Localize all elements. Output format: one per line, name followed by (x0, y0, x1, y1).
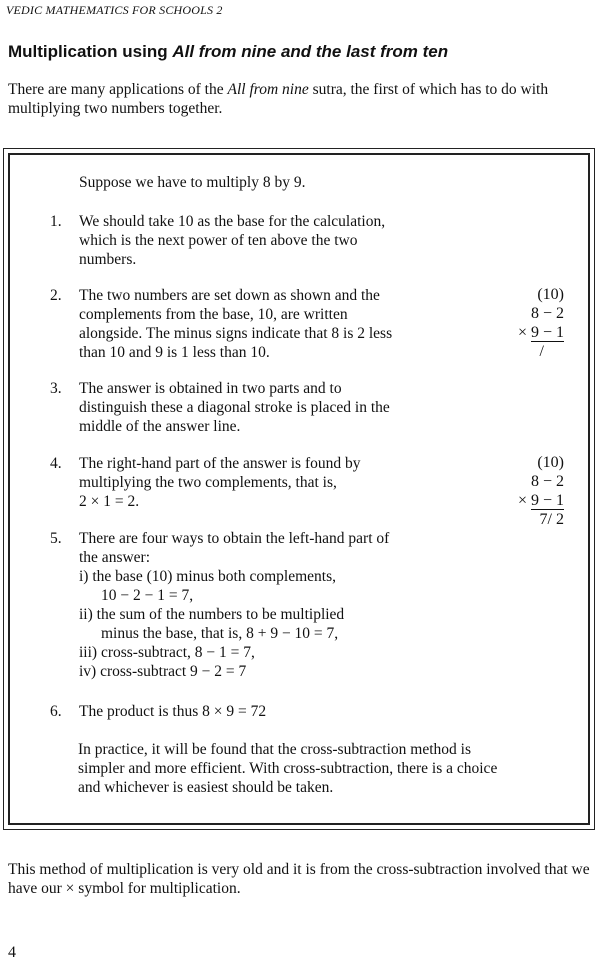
intro-text-end: sutra, the first of which has to do with multiplying two numbers together. (8, 81, 549, 117)
example-lead: Suppose we have to multiply 8 by 9. (79, 174, 306, 191)
step-line: The two numbers are set down as shown and the (79, 287, 380, 304)
step-6 (50, 702, 480, 721)
section-title (8, 42, 448, 62)
step-line: ii) the sum of the numbers to be multiplied (79, 606, 345, 623)
sum-answer: 7/ 2 (539, 511, 564, 528)
closing-paragraph: This method of multiplication is very old and it is from the cross-subtraction involved that we have our × symbol for multiplication. (8, 861, 590, 897)
section-title-prefix: Multiplication using (8, 42, 173, 61)
step-text (79, 379, 480, 436)
step-1 (50, 212, 480, 269)
example-box-inner-border (8, 153, 590, 825)
sum-worked (494, 453, 564, 529)
section-title-sutra: All from nine and the last from ten (172, 42, 449, 61)
step-line: complements from the base, 10, are written (79, 306, 348, 323)
sum-second-operand: 9 − 1 (530, 492, 564, 509)
step-line: There are four ways to obtain the left-hand part of (79, 530, 390, 547)
sum-first-row: 8 − 2 (530, 473, 564, 490)
step-4 (50, 454, 480, 511)
step-number: 1. (50, 213, 62, 230)
practice-note: In practice, it will be found that the cross-subtraction method is simpler and more efficient. With cross-subtraction, there is a choice and whichever is easiest should be taken. (78, 741, 498, 796)
step-line: The right-hand part of the answer is found by (79, 455, 361, 472)
intro-paragraph (8, 80, 596, 118)
step-text (79, 454, 480, 511)
times-sign: × (517, 492, 527, 509)
sum-second-row (494, 491, 564, 510)
step-number: 4. (50, 455, 62, 472)
step-line: The answer is obtained in two parts and to (79, 380, 342, 397)
step-line: i) the base (10) minus both complements, (79, 568, 336, 585)
step-line: The product is thus 8 × 9 = 72 (79, 703, 267, 720)
step-text (79, 529, 480, 681)
step-5 (50, 529, 480, 681)
sum-first-row: 8 − 2 (530, 305, 564, 322)
step-2 (50, 286, 480, 362)
running-head: VEDIC MATHEMATICS FOR SCHOOLS 2 (6, 3, 223, 17)
step-line: 2 × 1 = 2. (79, 493, 140, 510)
example-box (3, 148, 595, 830)
sum-answer-line: / (539, 343, 544, 360)
step-line: middle of the answer line. (79, 418, 241, 435)
step-text (79, 212, 480, 269)
step-line: which is the next power of ten above the two (79, 232, 358, 249)
step-number: 2. (50, 287, 62, 304)
sum-base: (10) (537, 286, 564, 303)
step-line: multiplying the two complements, that is, (79, 474, 337, 491)
step-text (79, 702, 480, 721)
step-3 (50, 379, 480, 436)
step-line: distinguish these a diagonal stroke is placed in the (79, 399, 390, 416)
step-line: iii) cross-subtract, 8 − 1 = 7, (79, 644, 255, 661)
times-sign: × (517, 324, 527, 341)
sum-base: (10) (537, 454, 564, 471)
step-number: 6. (50, 703, 62, 720)
step-line: iv) cross-subtract 9 − 2 = 7 (79, 663, 247, 680)
step-line: than 10 and 9 is 1 less than 10. (79, 344, 270, 361)
step-line: 10 − 2 − 1 = 7, (101, 587, 194, 604)
step-line: the answer: (79, 549, 151, 566)
step-number: 3. (50, 380, 62, 397)
intro-sutra-name: All from nine (227, 81, 309, 98)
sum-second-row (494, 323, 564, 342)
step-number: 5. (50, 530, 62, 547)
step-text (79, 286, 480, 362)
step-line: alongside. The minus signs indicate that 8 is 2 less (79, 325, 393, 342)
example-content (10, 155, 588, 823)
intro-text-start: There are many applications of the (8, 81, 228, 98)
step-line: We should take 10 as the base for the calculation, (79, 213, 386, 230)
page-number: 4 (8, 944, 16, 961)
sum-setup (494, 285, 564, 361)
step-line: numbers. (79, 251, 137, 268)
sum-second-operand: 9 − 1 (530, 324, 564, 341)
step-line: minus the base, that is, 8 + 9 − 10 = 7, (101, 625, 339, 642)
